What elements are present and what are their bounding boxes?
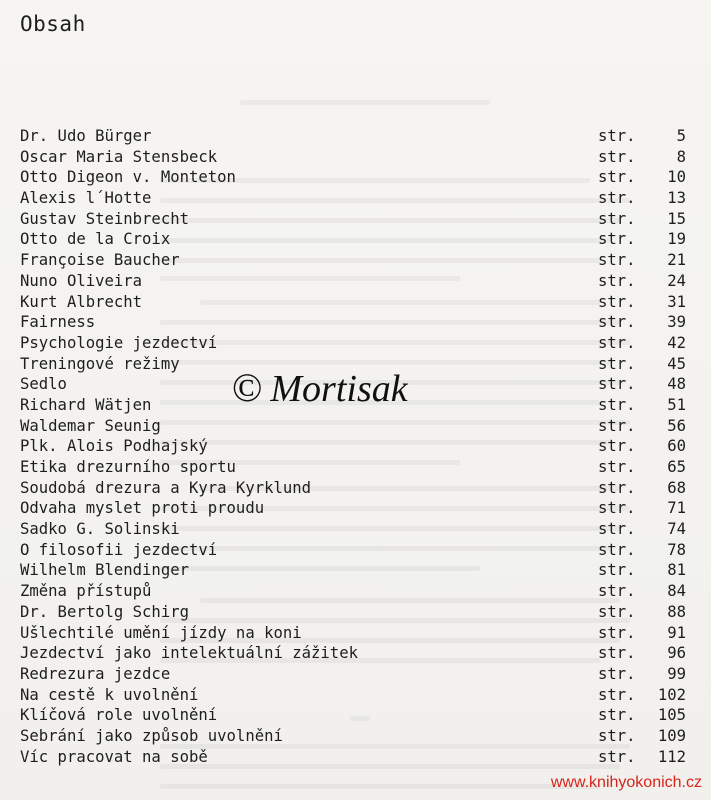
page-number: 42 [667, 333, 686, 352]
entry-title: Soudobá drezura a Kyra Kyrklund [20, 478, 312, 497]
watermark-text: Mortisak [270, 368, 408, 410]
entry-title: Sadko G. Solinski [20, 520, 180, 539]
entry-title: Nuno Oliveira [20, 271, 143, 290]
page-number: 88 [667, 602, 686, 621]
page-number: 56 [667, 416, 686, 435]
page-prefix: str. [598, 354, 636, 373]
page-number: 74 [667, 520, 686, 539]
entry-title: Treningové režimy [20, 354, 180, 373]
page-number: 65 [667, 458, 686, 476]
page-prefix: str. [598, 209, 636, 228]
page-number: 112 [657, 747, 686, 766]
entry-title: Waldemar Seunig [20, 416, 161, 435]
toc-entry [20, 312, 686, 333]
page-prefix: str. [598, 458, 636, 476]
page-title: Obsah [20, 12, 86, 36]
page-prefix: str. [598, 478, 636, 497]
toc-entry [20, 540, 686, 561]
entry-title: Odvaha myslet proti proudu [20, 499, 265, 518]
page-number: 68 [667, 478, 686, 497]
entry-title: Dr. Udo Bürger [20, 127, 152, 145]
page-number: 102 [657, 685, 686, 704]
page-number: 84 [667, 582, 686, 601]
toc-entry [20, 664, 686, 685]
entry-title: Otto Digeon v. Monteton [20, 168, 236, 187]
page-number: 39 [667, 313, 686, 332]
page-prefix: str. [598, 189, 636, 208]
entry-title: Oscar Maria Stensbeck [20, 147, 218, 166]
page-prefix: str. [598, 706, 636, 725]
entry-title: Gustav Steinbrecht [20, 209, 189, 228]
page-number: 96 [667, 644, 686, 663]
page-prefix: str. [598, 375, 636, 394]
page-prefix: str. [598, 437, 636, 456]
toc-entry [20, 229, 686, 250]
entry-title: Redrezura jezdce [20, 664, 171, 683]
page-prefix: str. [598, 313, 636, 332]
toc-entry [20, 126, 686, 147]
toc-entry [20, 623, 686, 644]
page-number: 99 [667, 664, 686, 683]
source-site-label: www.knihyokonich.cz [550, 774, 702, 791]
page-number: 105 [657, 706, 686, 725]
entry-title: Ušlechtilé umění jízdy na koni [20, 623, 302, 642]
entry-title: Jezdectví jako intelektuální zážitek [20, 644, 358, 663]
page-prefix: str. [598, 251, 636, 270]
page-prefix: str. [598, 499, 636, 518]
entry-title: Richard Wätjen [20, 395, 152, 414]
entry-title: Otto de la Croix [20, 230, 171, 249]
toc-entry [20, 147, 686, 168]
toc-entry [20, 560, 686, 581]
page-prefix: str. [598, 747, 636, 766]
toc-entry [20, 685, 686, 706]
page-number: 109 [657, 726, 686, 745]
toc-entry [20, 436, 686, 457]
entry-title: Na cestě k uvolnění [20, 685, 199, 704]
toc-entry [20, 478, 686, 499]
page-number: 91 [667, 623, 686, 642]
toc-entry [20, 581, 686, 602]
page-prefix: str. [598, 147, 636, 166]
page-prefix: str. [598, 664, 636, 683]
page-number: 81 [667, 561, 686, 580]
page-prefix: str. [598, 271, 636, 290]
entry-title: O filosofii jezdectví [20, 540, 218, 559]
page-number: 8 [676, 147, 686, 166]
page-prefix: str. [598, 416, 636, 435]
page-number: 10 [667, 168, 686, 187]
page-number: 71 [667, 499, 686, 518]
entry-title: Psychologie jezdectví [20, 333, 218, 352]
page-prefix: str. [598, 561, 636, 580]
toc-entry [20, 292, 686, 313]
toc-entry [20, 188, 686, 209]
page-number: 31 [667, 292, 686, 311]
page-number: 24 [667, 271, 686, 290]
page-prefix: str. [598, 333, 636, 352]
page-number: 19 [667, 230, 686, 249]
entry-title: Sebrání jako způsob uvolnění [20, 726, 283, 745]
entry-title: Alexis l´Hotte [20, 189, 152, 208]
entry-title: Wilhelm Blendinger [20, 561, 189, 580]
page-number: 13 [667, 189, 686, 208]
toc-entry [20, 498, 686, 519]
toc-entry [20, 602, 686, 623]
page-prefix: str. [598, 685, 636, 704]
entry-title: Dr. Bertolg Schirg [20, 602, 189, 621]
toc-entry [20, 457, 686, 478]
toc-entry [20, 167, 686, 188]
entry-title: Víc pracovat na sobě [20, 747, 208, 766]
page-prefix: str. [598, 540, 636, 559]
entry-title: Etika drezurního sportu [20, 458, 236, 476]
toc-entry [20, 250, 686, 271]
toc-entry [20, 726, 686, 747]
entry-title: Klíčová role uvolnění [20, 706, 218, 725]
page-prefix: str. [598, 395, 636, 414]
toc-entry [20, 519, 686, 540]
table-of-contents [20, 126, 686, 767]
entry-title: Sedlo [20, 375, 67, 394]
page-number: 51 [667, 395, 686, 414]
page-prefix: str. [598, 520, 636, 539]
copyright-symbol: © [232, 365, 263, 410]
page-number: 5 [676, 127, 686, 145]
toc-entry [20, 747, 686, 768]
toc-entry [20, 333, 686, 354]
page-prefix: str. [598, 726, 636, 745]
page-prefix: str. [598, 168, 636, 187]
toc-entry [20, 643, 686, 664]
page-number: 45 [667, 354, 686, 373]
copyright-watermark [232, 364, 408, 411]
page-prefix: str. [598, 602, 636, 621]
page-prefix: str. [598, 623, 636, 642]
page-number: 21 [667, 251, 686, 270]
page-prefix: str. [598, 127, 636, 145]
page-prefix: str. [598, 644, 636, 663]
page-number: 78 [667, 540, 686, 559]
page-number: 15 [667, 209, 686, 228]
entry-title: Změna přístupů [20, 582, 152, 601]
page-number: 48 [667, 375, 686, 394]
toc-entry [20, 705, 686, 726]
entry-title: Plk. Alois Podhajský [20, 437, 208, 456]
page-prefix: str. [598, 582, 636, 601]
toc-entry [20, 209, 686, 230]
page-number: 60 [667, 437, 686, 456]
page-prefix: str. [598, 230, 636, 249]
entry-title: Fairness [20, 313, 96, 332]
entry-title: Kurt Albrecht [20, 292, 143, 311]
toc-entry [20, 416, 686, 437]
page-prefix: str. [598, 292, 636, 311]
entry-title: Françoise Baucher [20, 251, 180, 270]
toc-entry [20, 271, 686, 292]
